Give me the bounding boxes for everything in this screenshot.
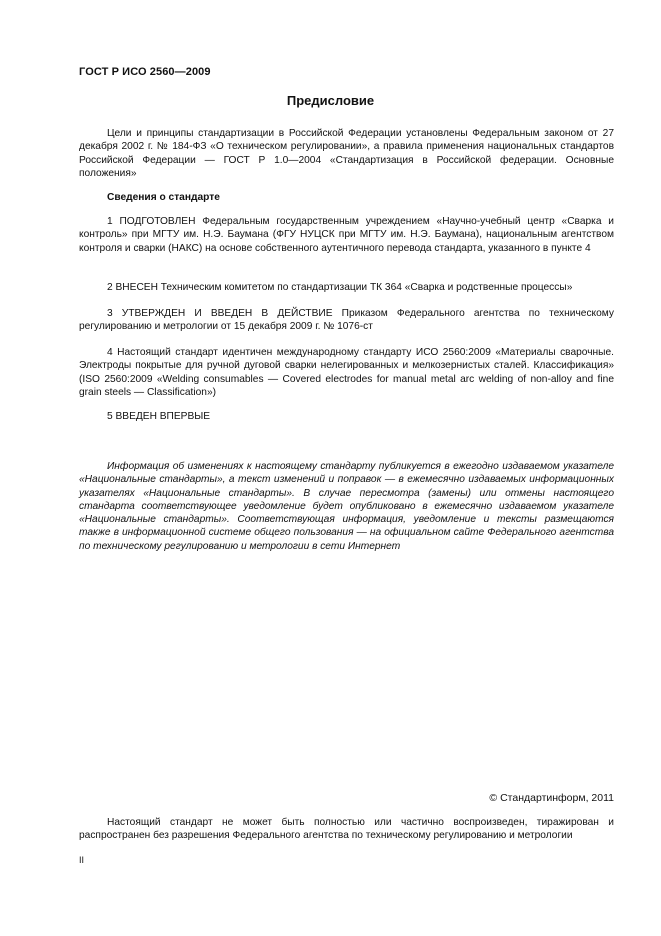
reproduction-notice: Настоящий стандарт не может быть полностью или частично воспроизведен, тиражирован и распространен без разрешения Федерального агентства по техническому регулированию и метрологии xyxy=(79,817,614,842)
info-item-4: 4 Настоящий стандарт идентичен международному стандарту ИСО 2560:2009 «Материалы сварочные. Электроды покрытые для ручной дуговой сварки нелегированных и мелкозернистых сталей. Классификация» (ISO 2560:2009 «Welding consumables — Covered electrodes for manual metal arc welding of non-alloy and fine grain steels — Classification») xyxy=(79,347,614,398)
page-number: II xyxy=(79,855,85,865)
change-notice-paragraph: Информация об изменениях к настоящему стандарту публикуется в ежегодно издаваемом указателе «Национальные стандарты», а текст изменений и поправок — в ежемесячно издаваемых информационных указателях «Национальные стандарты». В случае пересмотра (замены) или отмены настоящего стандарта соответствующее уведомление будет опубликовано в ежемесячно издаваемом указателе «Национальные стандарты». Соответствующая информация, уведомление и тексты размещаются также в информационной системе общего пользования — на официальном сайте Федерального агентства по техническому регулированию и метрологии в сети Интернет xyxy=(79,461,614,552)
intro-paragraph: Цели и принципы стандартизации в Российской Федерации установлены Федеральным законом от 27 декабря 2002 г. № 184-ФЗ «О техническом регулировании», а правила применения национальных стандартов Российской Федерации — ГОСТ Р 1.0—2004 «Стандартизация в Российской федерации. Основные положения» xyxy=(79,128,614,179)
copyright-notice: © Стандартинформ, 2011 xyxy=(489,792,614,804)
info-item-5: 5 ВВЕДЕН ВПЕРВЫЕ xyxy=(107,411,211,422)
document-header-code: ГОСТ Р ИСО 2560—2009 xyxy=(79,66,211,78)
info-item-2: 2 ВНЕСЕН Техническим комитетом по стандартизации ТК 364 «Сварка и родственные процессы» xyxy=(107,282,573,293)
standard-info-heading: Сведения о стандарте xyxy=(107,192,220,203)
info-item-3: 3 УТВЕРЖДЕН И ВВЕДЕН В ДЕЙСТВИЕ Приказом Федерального агентства по техническому регулированию и метрологии от 15 декабря 2009 г. № 1076-ст xyxy=(79,308,614,333)
page-title: Предисловие xyxy=(286,93,375,108)
info-item-1: 1 ПОДГОТОВЛЕН Федеральным государственным учреждением «Научно-учебный центр «Сварка и контроль» при МГТУ им. Н.Э. Баумана (ФГУ НУЦСК при МГТУ им. Н.Э. Баумана), национальным агентством контроля и сварки (НАКС) на основе собственного аутентичного перевода стандарта, указанного в пункте 4 xyxy=(79,216,614,254)
